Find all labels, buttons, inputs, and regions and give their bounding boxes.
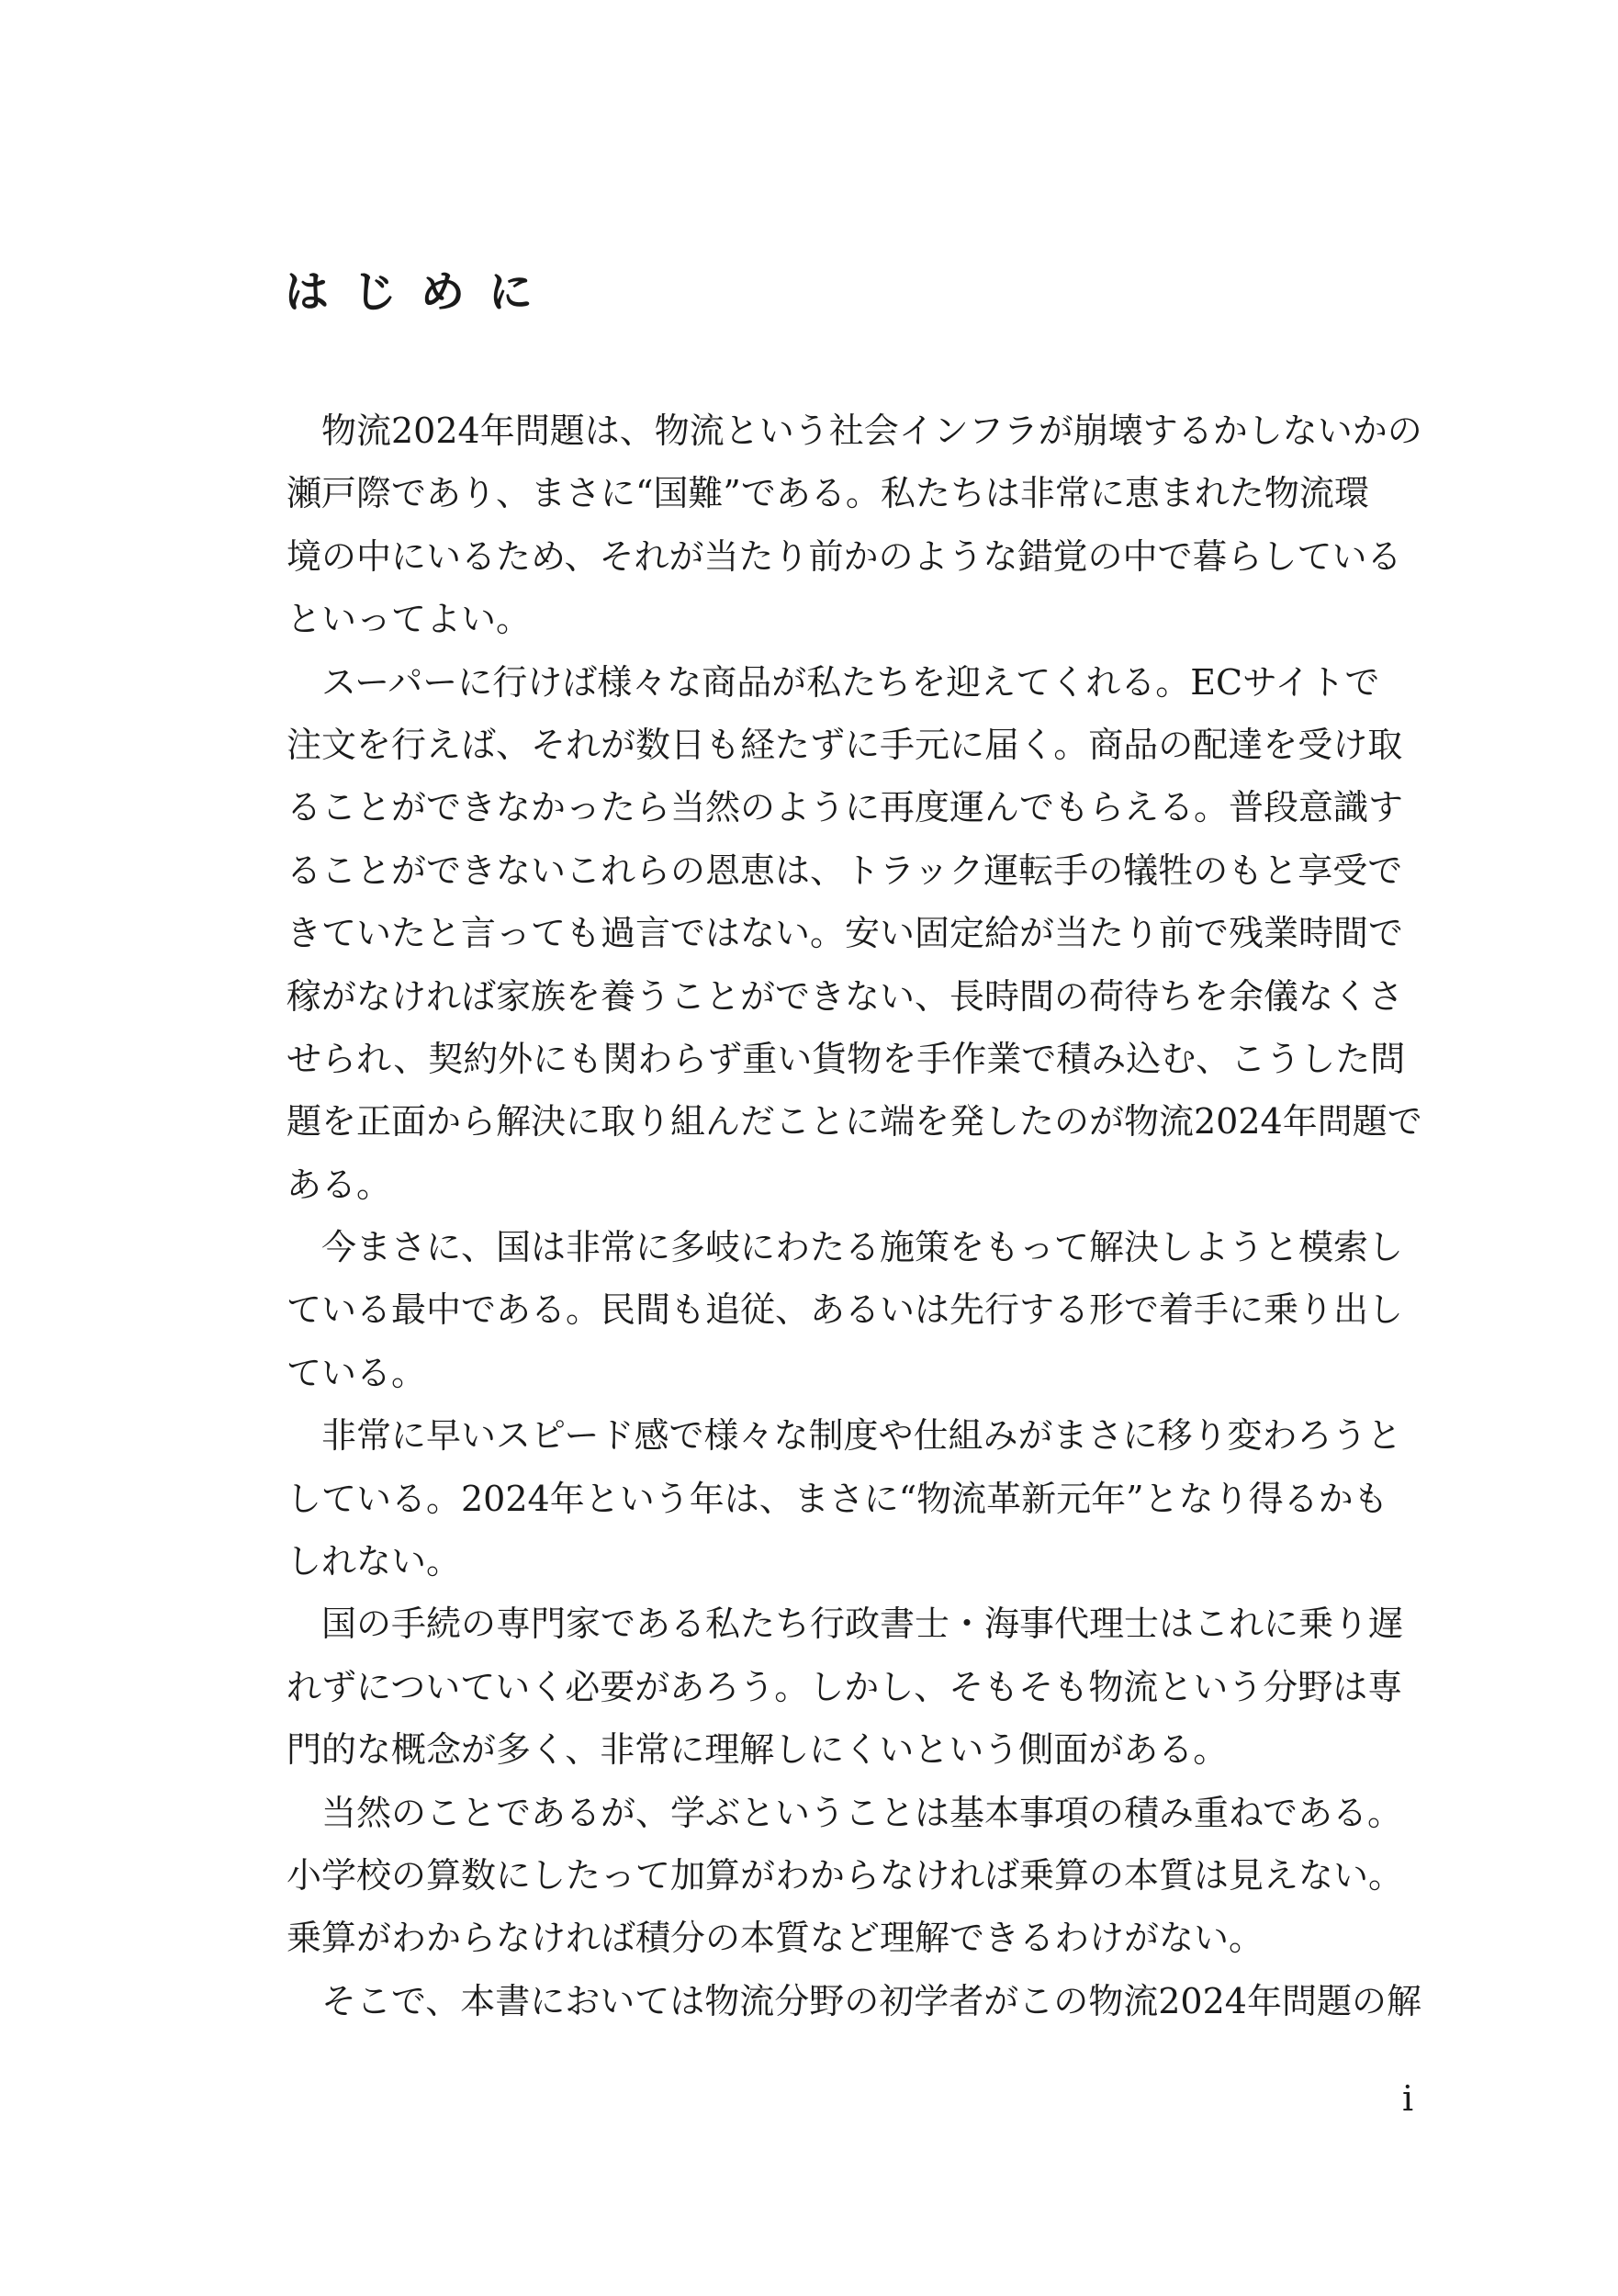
text-line: 当然のことであるが、学ぶということは基本事項の積み重ねである。 [287,1792,1403,1833]
text-line: ている。 [287,1352,427,1393]
text-line: している。2024年という年は、まさに“物流革新元年”となり得るかも [287,1478,1388,1519]
text-line: きていたと言っても過言ではない。安い固定給が当たり前で残業時間で [287,913,1404,954]
text-line: ている最中である。民間も追従、あるいは先行する形で着手に乗り出し [287,1289,1404,1331]
text-line: 非常に早いスピード感で様々な制度や仕組みがまさに移り変わろうと [287,1415,1402,1457]
text-line: そこで、本書においては物流分野の初学者がこの物流2024年問題の解 [287,1980,1421,2021]
text-line: 注文を行えば、それが数日も経たずに手元に届く。商品の配達を受け取 [287,724,1403,765]
body-text [287,400,1425,2032]
text-line: 稼がなければ家族を養うことができない、長時間の荷待ちを余儀なくさ [287,975,1404,1017]
text-line: 国の手続の専門家である私たち行政書士・海事代理士はこれに乗り遅 [287,1604,1404,1645]
text-line: しれない。 [287,1541,462,1582]
text-line: ることができないこれらの恩恵は、トラック運転手の犠牲のもと享受で [287,850,1403,891]
text-line: ある。 [287,1164,392,1205]
text-line: といってよい。 [287,599,532,640]
text-line: れずについていく必要があろう。しかし、そもそも物流という分野は専 [287,1666,1403,1707]
page-number: i [1402,2078,1414,2119]
text-line: スーパーに行けば様々な商品が私たちを迎えてくれる。ECサイトで [287,661,1380,703]
text-line: 小学校の算数にしたって加算がわからなければ乗算の本質は見えない。 [287,1854,1404,1896]
text-line: 門的な概念が多く、非常に理解しにくいという側面がある。 [287,1729,1229,1771]
text-line: せられ、契約外にも関わらず重い貨物を手作業で積み込む、こうした問 [287,1038,1406,1079]
text-line: 乗算がわからなければ積分の本質など理解できるわけがない。 [287,1918,1264,1959]
text-line: 今まさに、国は非常に多岐にわたる施策をもって解決しようと模索し [287,1227,1404,1268]
text-line: 物流2024年問題は、物流という社会インフラが崩壊するかしないかの [287,411,1422,451]
text-line: ることができなかったら当然のように再度運んでもらえる。普段意識す [287,787,1404,828]
page-heading: はじめに [285,266,557,318]
text-line: 題を正面から解決に取り組んだことに端を発したのが物流2024年問題で [287,1101,1422,1142]
text-line: 瀬戸際であり、まさに“国難”である。私たちは非常に恵まれた物流環 [287,473,1369,514]
text-line: 境の中にいるため、それが当たり前かのような錯覚の中で暮らしている [287,535,1402,577]
